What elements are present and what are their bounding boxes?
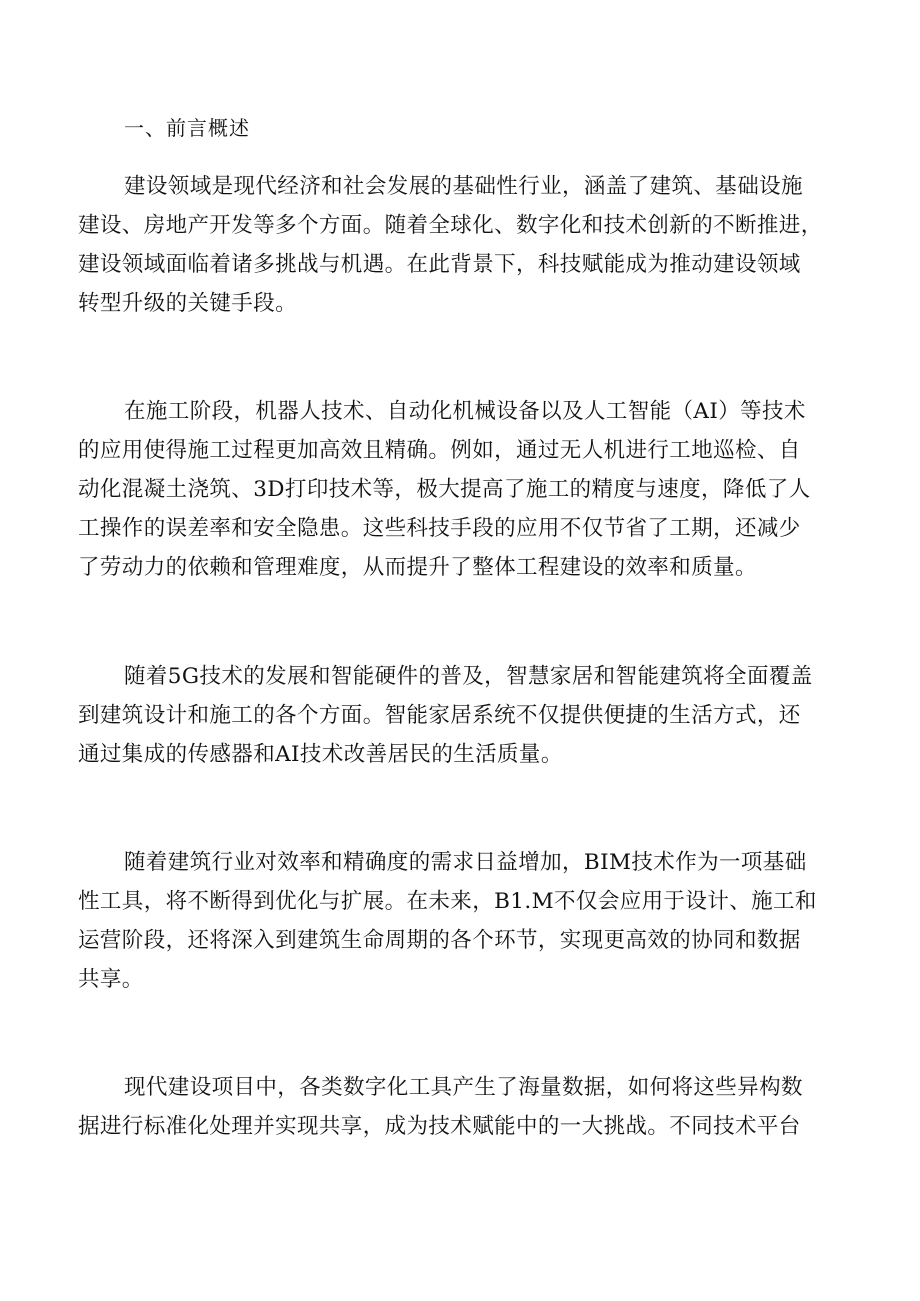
paragraph-line: 转型升级的关键手段。	[78, 291, 298, 316]
paragraph-line: 在施工阶段，机器人技术、自动化机械设备以及人工智能（AI）等技术	[124, 399, 806, 424]
paragraph-line: 随着5G技术的发展和智能硬件的普及，智慧家居和智能建筑将全面覆盖	[124, 664, 813, 689]
paragraph-line: 到建筑设计和施工的各个方面。智能家居系统不仅提供便捷的生活方式，还	[78, 703, 801, 728]
paragraph-line: 性工具，将不断得到优化与扩展。在未来，B1.M不仅会应用于设计、施工和	[78, 889, 817, 914]
paragraph-4	[78, 843, 848, 999]
paragraph-line: 工操作的误差率和安全隐患。这些科技手段的应用不仅节省了工期，还减少	[78, 516, 801, 541]
paragraph-line: 的应用使得施工过程更加高效且精确。例如，通过无人机进行工地巡检、自	[78, 438, 801, 463]
paragraph-line: 建设领域是现代经济和社会发展的基础性行业，涵盖了建筑、基础设施	[124, 174, 803, 199]
paragraph-line: 随着建筑行业对效率和精确度的需求日益增加，BIM技术作为一项基础	[124, 850, 807, 875]
paragraph-2	[78, 392, 848, 587]
paragraph-5	[78, 1068, 848, 1146]
paragraph-1	[78, 167, 848, 323]
paragraph-line: 据进行标准化处理并实现共享，成为技术赋能中的一大挑战。不同技术平台	[78, 1114, 801, 1139]
section-heading: 一、前言概述	[124, 116, 250, 140]
paragraph-line: 通过集成的传感器和AI技术改善居民的生活质量。	[78, 742, 563, 767]
paragraph-line: 建设、房地产开发等多个方面。随着全球化、数字化和技术创新的不断推进，	[78, 213, 823, 238]
paragraph-line: 了劳动力的依赖和管理难度，从而提升了整体工程建设的效率和质量。	[78, 555, 757, 580]
paragraph-3	[78, 657, 848, 774]
paragraph-line: 动化混凝土浇筑、3D打印技术等，极大提高了施工的精度与速度，降低了人	[78, 477, 811, 502]
paragraph-line: 运营阶段，还将深入到建筑生命周期的各个环节，实现更高效的协同和数据	[78, 928, 801, 953]
paragraph-line: 共享。	[78, 967, 144, 992]
paragraph-line: 现代建设项目中，各类数字化工具产生了海量数据，如何将这些异构数	[124, 1075, 803, 1100]
paragraph-line: 建设领域面临着诸多挑战与机遇。在此背景下，科技赋能成为推动建设领域	[78, 252, 801, 277]
